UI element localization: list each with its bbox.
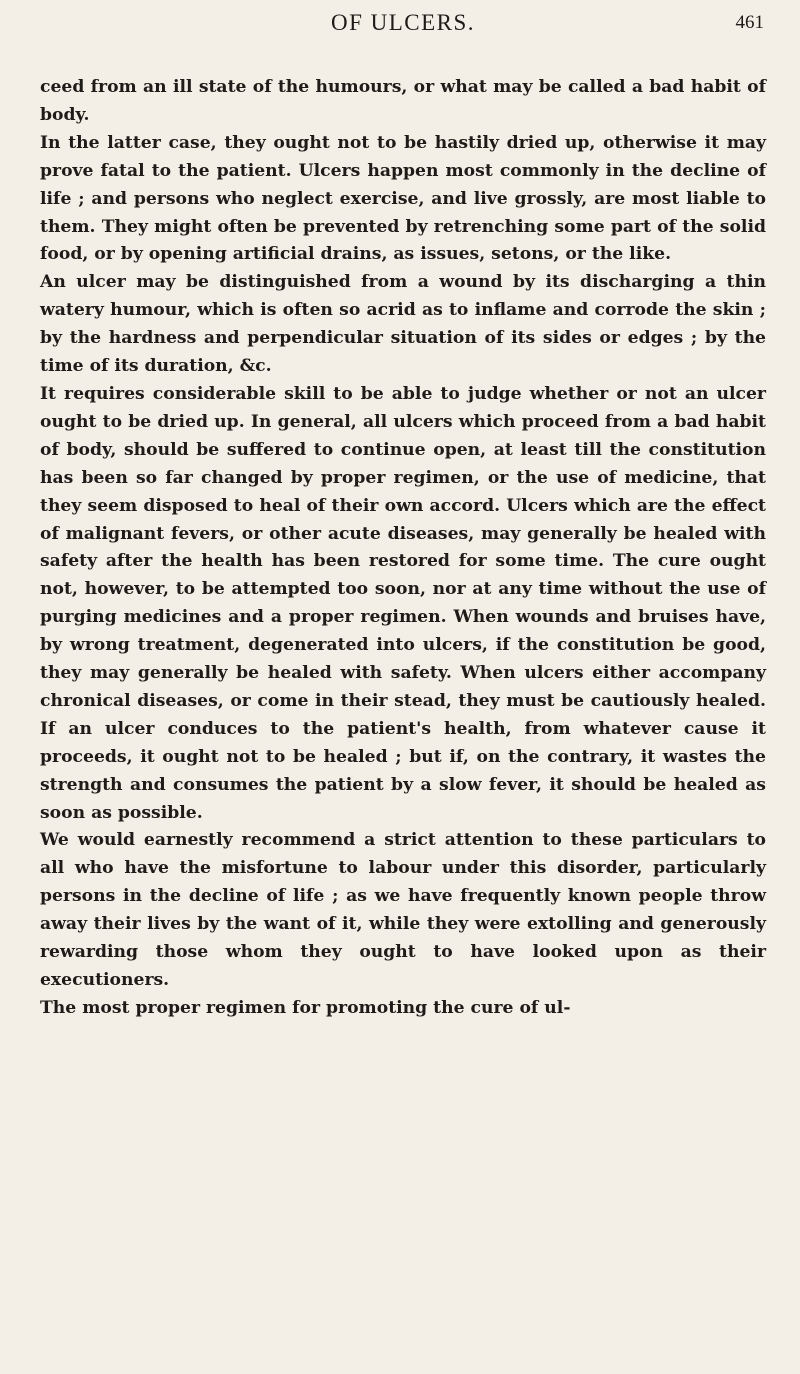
body-text	[40, 74, 766, 1023]
running-title: OF ULCERS.	[330, 10, 476, 35]
paragraph: An ulcer may be distinguished from a wound by its discharging a thin watery humour, which is often so acrid as to inflame and corrode the skin ; by the hardness and perpendicular situation of its sides or edges ; by the time of its duration, &c.	[40, 272, 766, 377]
running-head	[40, 6, 766, 48]
paragraph: The most proper regimen for promoting the cure of ul-	[40, 997, 571, 1018]
paragraph: It requires considerable skill to be able to judge whether or not an ulcer ought to be dried up. In general, all ulcers which proceed from a bad habit of body, should be suffered to continue open, at least till the constitution has been so far changed by proper regimen, or the use of medicine, that they seem disposed to heal of their own accord. Ulcers which are the effect of malignant fevers, or other acute diseases, may generally be healed with safety after the health has been restored for some time. The cure ought not, however, to be attempted too soon, nor at any time without the use of purging medicines and a proper regimen. When wounds and bruises have, by wrong treatment, degenerated into ulcers, if the constitution be good, they may generally be healed with safety. When ulcers either accompany chronical diseases, or come in their stead, they must be cautiously healed. If an ulcer conduces to the patient's health, from whatever cause it proceeds, it ought not to be healed ; but if, on the contrary, it wastes the strength and consumes the patient by a slow fever, it should be healed as soon as possible.	[40, 383, 766, 823]
paragraph: We would earnestly recommend a strict attention to these particulars to all who have the misfortune to labour under this disorder, particularly persons in the decline of life ; as we have frequently known people throw away their lives by the want of it, while they were extolling and generously rewarding those whom they ought to have looked upon as their executioners.	[40, 830, 766, 990]
paragraph: ceed from an ill state of the humours, or what may be called a bad habit of body.	[40, 77, 766, 125]
paragraph: In the latter case, they ought not to be hastily dried up, otherwise it may prove fatal to the patient. Ulcers happen most commonly in the decline of life ; and persons who neglect exercise, and live grossly, are most liable to them. They might often be prevented by retrenching some part of the solid food, or by opening artificial drains, as issues, setons, or the like.	[40, 132, 766, 265]
page-number: 461	[735, 12, 764, 33]
